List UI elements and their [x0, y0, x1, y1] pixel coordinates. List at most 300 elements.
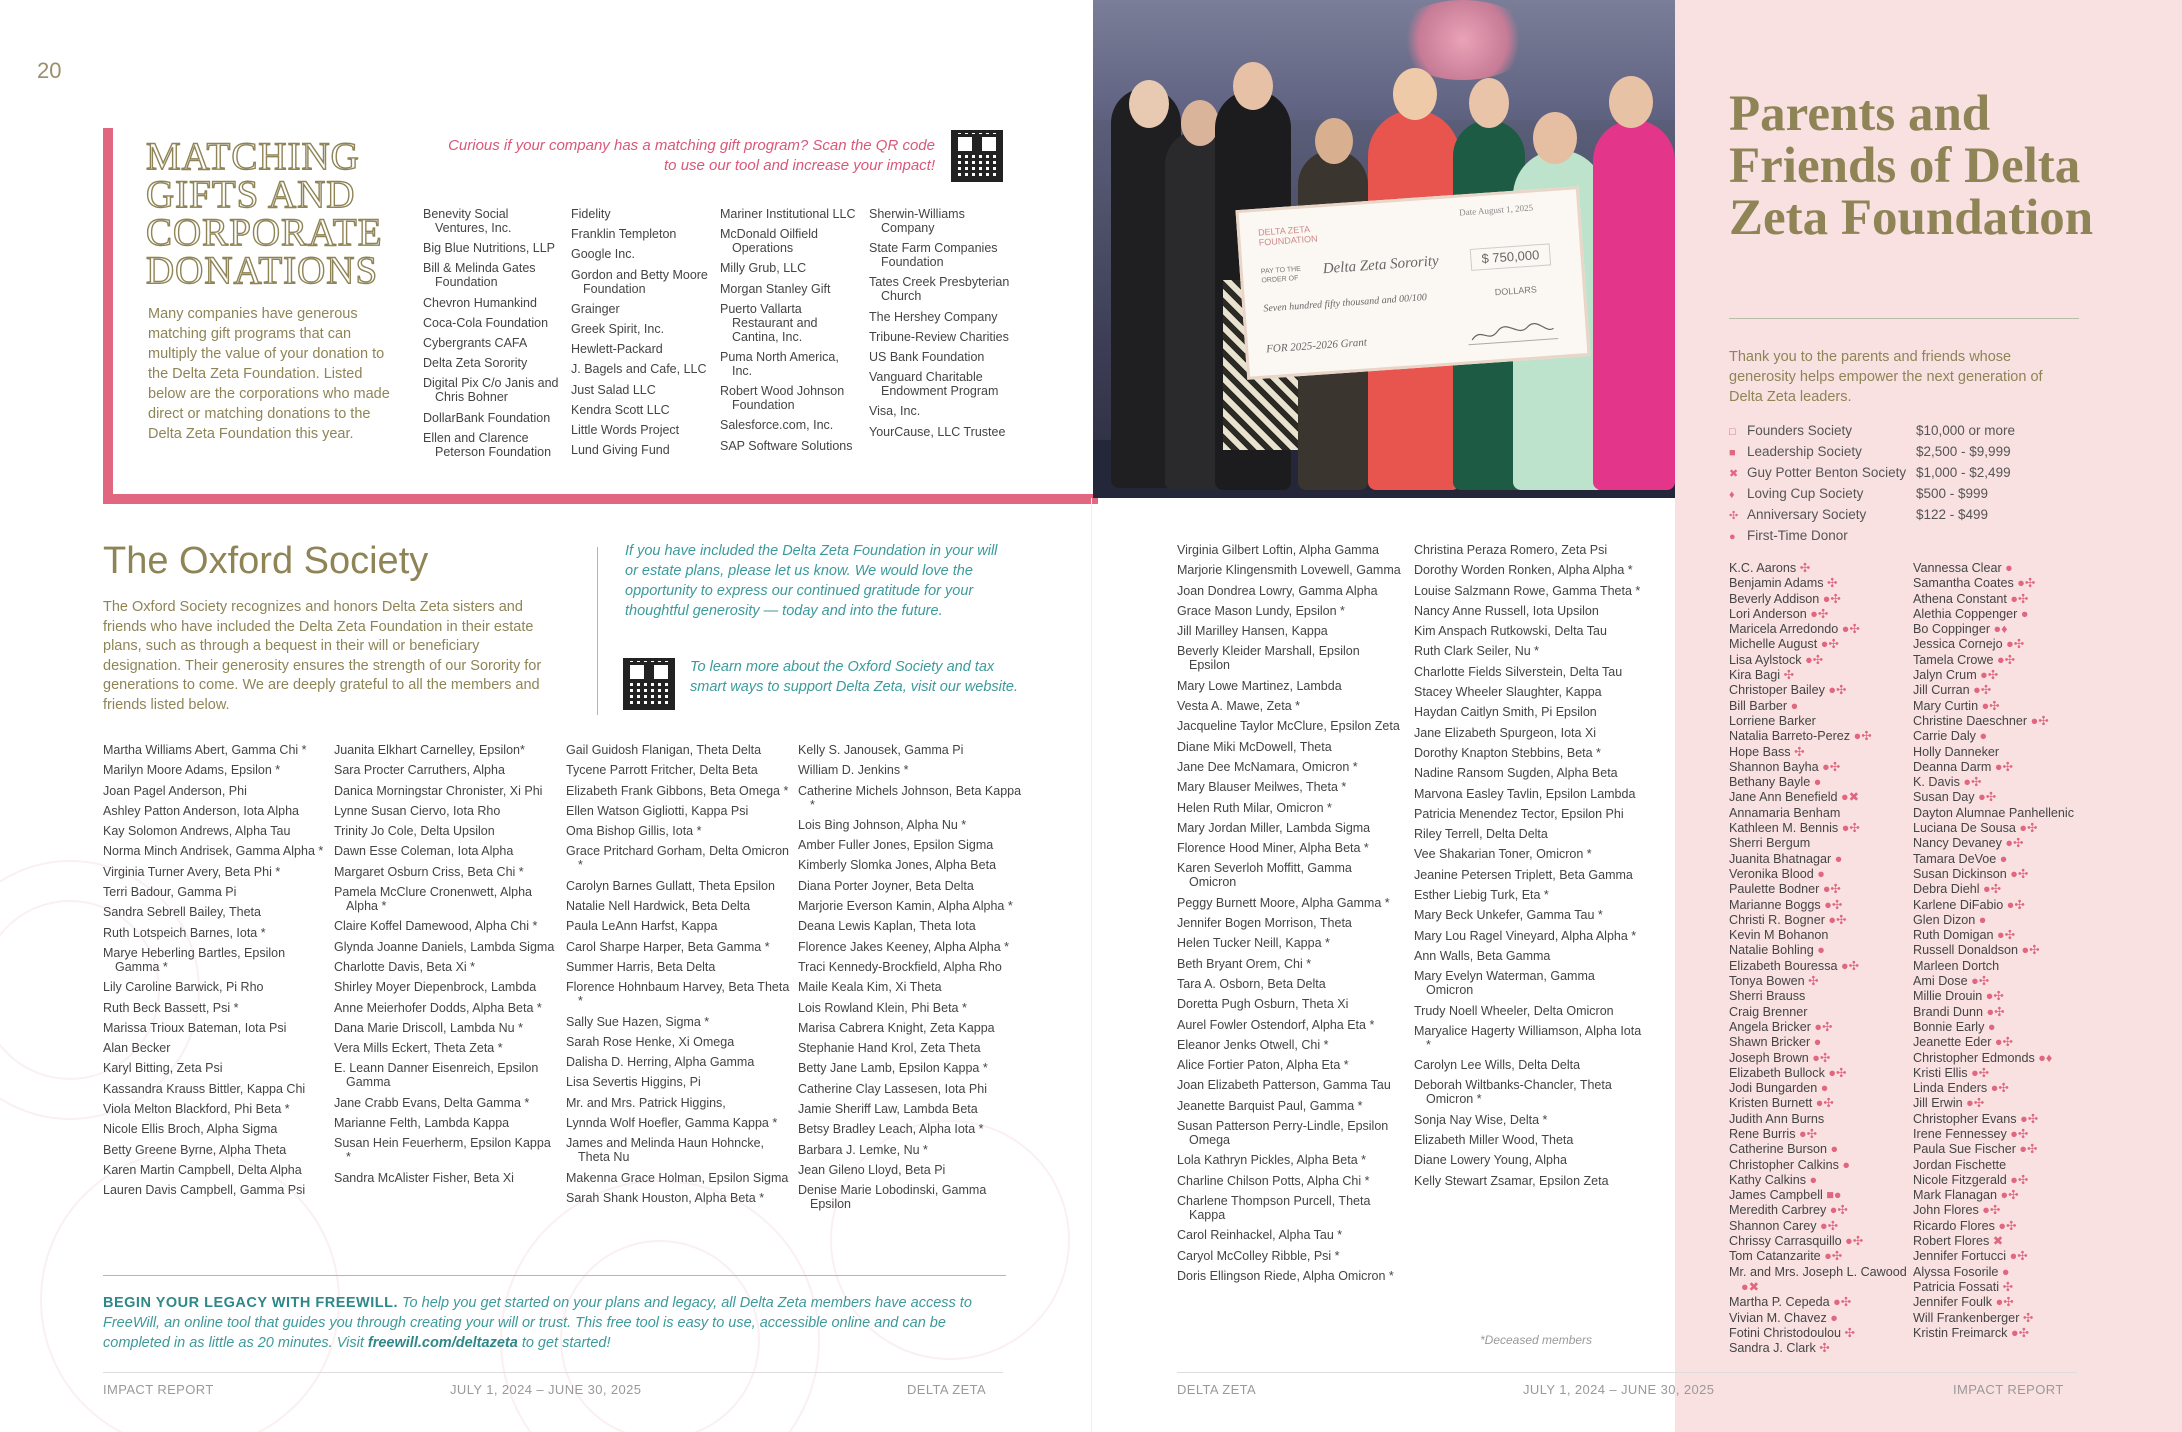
list-item: Paula LeAnn Harfst, Kappa: [566, 919, 718, 934]
giving-level-marks: ●✣: [1838, 821, 1860, 836]
tier-row: ✣ Anniversary Society $122 - $499: [1729, 505, 2059, 526]
list-item: Betsy Bradley Leach, Alpha Iota *: [798, 1122, 984, 1137]
company-name: Just Salad LLC: [571, 382, 656, 397]
list-item: Mr. and Mrs. Joseph L. Cawood ●✖: [1729, 1264, 1907, 1294]
list-item: Diane Lowery Young, Alpha: [1414, 1153, 1567, 1168]
list-item: Doris Ellingson Riede, Alpha Omicron *: [1177, 1268, 1394, 1283]
company-name: Coca-Cola Foundation: [423, 315, 549, 330]
list-item: Natalie Nell Hardwick, Beta Delta: [566, 899, 751, 914]
giving-level-marks: ✣: [1780, 668, 1795, 683]
company-name: Milly Grub, LLC: [720, 261, 807, 276]
list-item: Ricardo Flores ●✣: [1913, 1218, 2017, 1233]
company-name: Tribune-Review Charities: [869, 329, 1009, 344]
giving-level-marks: ●✖: [1837, 790, 1860, 805]
list-item: Jane Crabb Evans, Delta Gamma *: [334, 1095, 530, 1110]
footer-right-brand: DELTA ZETA: [1177, 1382, 1257, 1397]
list-item: Nadine Ransom Sugden, Alpha Beta: [1414, 766, 1618, 781]
person-head: [1181, 100, 1219, 146]
company-name: US Bank Foundation: [869, 349, 985, 364]
list-item: Shawn Bricker ●: [1729, 1035, 1822, 1050]
company-name: Ellen and Clarence Peterson Foundation: [423, 430, 552, 459]
company-name: Vanguard Charitable Endowment Program: [869, 370, 999, 399]
list-item: Elizabeth Frank Gibbons, Beta Omega *: [566, 783, 789, 798]
list-item: Sherri Brauss: [1729, 989, 1806, 1004]
list-item: Joan Elizabeth Patterson, Gamma Tau: [1177, 1078, 1391, 1093]
list-item: Lisa Aylstock ●✣: [1729, 652, 1824, 667]
giving-level-marks: ■●: [1822, 1188, 1842, 1203]
list-item: Sarah Rose Henke, Xi Omega: [566, 1034, 735, 1049]
list-item: Caryol McColley Ribble, Psi *: [1177, 1248, 1340, 1263]
list-item: Vera Mills Eckert, Theta Zeta *: [334, 1041, 503, 1056]
parents-column-2: [1913, 561, 2083, 1341]
check-amount-words: Seven hundred fifty thousand and 00/100: [1263, 292, 1428, 315]
list-item: Marilyn Moore Adams, Epsilon *: [103, 763, 281, 778]
list-item: Jeanette Eder ●✣: [1913, 1035, 2014, 1050]
company-name: Visa, Inc.: [869, 404, 921, 419]
list-item: Chrissy Carrasquillo ●✣: [1729, 1234, 1864, 1249]
list-item: Karyl Bitting, Zeta Psi: [103, 1061, 223, 1076]
oxford-divider: [597, 547, 598, 715]
signature-scribble: [1467, 319, 1558, 345]
company-name: Morgan Stanley Gift: [720, 281, 831, 296]
giving-level-marks: ●✣: [1983, 1004, 2005, 1019]
list-item: Jill Marilley Hansen, Kappa: [1177, 624, 1328, 639]
list-item: Florence Hood Miner, Alpha Beta *: [1177, 841, 1369, 856]
giving-level-marks: ●✣: [1959, 775, 1982, 790]
company-name: Mariner Institutional LLC: [720, 207, 856, 221]
company-name: Hewlett-Packard: [571, 342, 663, 357]
list-item: Pamela McClure Cronenwett, Alpha Alpha *: [334, 885, 533, 914]
list-item: Luciana De Sousa ●✣: [1913, 821, 2038, 836]
list-item: Christopher Calkins ●: [1729, 1157, 1850, 1172]
list-item: Denise Marie Lobodinski, Gamma Epsilon: [798, 1183, 987, 1212]
matching-gifts-title: MATCHING GIFTS AND CORPORATE DONATIONS: [146, 135, 383, 292]
giving-level-marks: ●: [2017, 606, 2029, 621]
giving-level-marks: ✣: [2019, 1310, 2034, 1325]
list-item: Alice Fortier Paton, Alpha Eta *: [1177, 1058, 1349, 1073]
list-item: Elizabeth Bouressa ●✣: [1729, 958, 1860, 973]
list-item: Christoper Bailey ●✣: [1729, 683, 1847, 698]
giving-level-marks: ●✣: [1978, 698, 2000, 713]
giving-level-marks: ✣: [1823, 576, 1838, 591]
list-item: Kathy Calkins ●: [1729, 1172, 1818, 1187]
list-item: Carrie Daly ●: [1913, 729, 1988, 744]
diamond-icon: ♦: [1729, 489, 1735, 501]
list-item: Judith Ann Burns: [1729, 1111, 1825, 1126]
list-item: Kay Solomon Andrews, Alpha Tau: [103, 824, 291, 839]
list-item: Natalia Barreto-Perez ●✣: [1729, 729, 1872, 744]
oxford-column-2: [334, 743, 559, 1191]
list-item: Deanna Darm ●✣: [1913, 759, 2014, 774]
giving-level-marks: ●: [1806, 1172, 1818, 1187]
list-item: Anne Meierhofer Dodds, Alpha Beta *: [334, 1000, 542, 1015]
list-item: Tamara DeVoe ●: [1913, 851, 2008, 866]
list-item: Sonja Nay Wise, Delta *: [1414, 1112, 1548, 1127]
giving-level-marks: ●✣: [1824, 1065, 1847, 1080]
company-name: Grainger: [571, 301, 620, 316]
company-name: Delta Zeta Sorority: [423, 356, 528, 371]
list-item: Brandi Dunn ●✣: [1913, 1004, 2005, 1019]
giving-level-marks: ●✣: [1838, 622, 1860, 637]
list-item: Florence Jakes Keeney, Alpha Alpha *: [798, 939, 1010, 954]
list-item: Riley Terrell, Delta Delta: [1414, 827, 1548, 842]
list-item: Doretta Pugh Osburn, Theta Xi: [1177, 997, 1349, 1012]
matching-column-2: [571, 207, 713, 463]
oxford-qr-code[interactable]: [623, 658, 675, 710]
check-memo: FOR 2025-2026 Grant: [1265, 336, 1368, 356]
check-payee: Delta Zeta Sorority: [1322, 253, 1440, 278]
matching-qr-code[interactable]: [951, 130, 1003, 182]
giving-level-marks: ●: [2001, 561, 2013, 575]
giving-level-marks: ●✣: [1818, 759, 1841, 774]
list-item: Michelle August ●✣: [1729, 637, 1839, 652]
list-item: Nicole Ellis Broch, Alpha Sigma: [103, 1122, 278, 1137]
giving-level-marks: ●✣: [1801, 652, 1824, 667]
list-item: Sara Procter Carruthers, Alpha: [334, 763, 505, 778]
giving-level-marks: ●: [1996, 851, 2008, 866]
list-item: Makenna Grace Holman, Epsilon Sigma: [566, 1170, 789, 1185]
person-head: [1609, 76, 1653, 128]
list-item: Dayton Alumnae Panhellenic: [1913, 805, 2075, 820]
list-item: Marisa Cabrera Knight, Zeta Kappa: [798, 1020, 995, 1035]
list-item: Tonya Bowen ✣: [1729, 974, 1819, 989]
company-name: Puerto Vallarta Restaurant and Cantina, Inc.: [720, 301, 818, 344]
list-item: John Flores ●✣: [1913, 1203, 2001, 1218]
company-name: Chevron Humankind: [423, 295, 537, 310]
list-item: Vannessa Clear ●: [1913, 561, 2013, 575]
footer-left-label: IMPACT REPORT: [103, 1382, 214, 1397]
matching-gifts-cta: Curious if your company has a matching gift program? Scan the QR code to use our tool and increase your impact!: [448, 137, 935, 174]
company-name: Tates Creek Presbyterian Church: [869, 275, 1010, 304]
list-item: K. Davis ●✣: [1913, 775, 1982, 790]
giving-level-marks: ●: [1827, 1142, 1839, 1157]
giving-level-marks: ●✣: [1817, 637, 1839, 652]
list-item: Bethany Bayle ●: [1729, 775, 1822, 790]
matching-gifts-body: Many companies have generous matching gift programs that can multiply the value of your donation to the Delta Zeta Foundation. Listed below are the corporations who made direct or matching donations to the Delta Zeta Foundation this year.: [148, 306, 390, 442]
giving-level-marks: ●✣: [2015, 1142, 2038, 1157]
list-item: Bo Coppinger ●♦: [1913, 622, 2008, 637]
list-item: Carol Reinhackel, Alpha Tau *: [1177, 1228, 1343, 1243]
list-item: Ami Dose ●✣: [1913, 974, 1990, 989]
giving-level-marks: ✖: [1989, 1234, 2004, 1249]
check-pay-label: PAY TO THE ORDER OF: [1260, 265, 1302, 285]
list-item: Karen Martin Campbell, Delta Alpha: [103, 1162, 302, 1177]
list-item: Benjamin Adams ✣: [1729, 576, 1838, 591]
list-item: Christopher Evans ●✣: [1913, 1111, 2039, 1126]
list-item: Vesta A. Mawe, Zeta *: [1177, 699, 1300, 714]
list-item: Craig Brenner: [1729, 1004, 1808, 1019]
list-item: Joseph Brown ●✣: [1729, 1050, 1831, 1065]
giving-level-marks: ●♦: [2034, 1050, 2053, 1065]
company-name: Fidelity: [571, 207, 611, 221]
list-item: Meredith Carbrey ●✣: [1729, 1203, 1848, 1218]
list-item: Deana Lewis Kaplan, Theta Iota: [798, 919, 976, 934]
list-item: Stacey Wheeler Slaughter, Kappa: [1414, 685, 1602, 700]
list-item: Dorothy Knapton Stebbins, Beta *: [1414, 745, 1601, 760]
list-item: Betty Jane Lamb, Epsilon Kappa *: [798, 1061, 988, 1076]
list-item: Lisa Severtis Higgins, Pi: [566, 1075, 701, 1090]
list-item: Sherri Bergum: [1729, 836, 1811, 851]
list-item: Marvona Easley Tavlin, Epsilon Lambda: [1414, 786, 1636, 801]
list-item: Jodi Bungarden ●: [1729, 1081, 1829, 1096]
list-item: Gail Guidosh Flanigan, Theta Delta: [566, 743, 762, 757]
tier-row: ● First-Time Donor: [1729, 526, 2059, 547]
company-name: DollarBank Foundation: [423, 410, 551, 425]
list-item: Carolyn Barnes Gullatt, Theta Epsilon: [566, 878, 775, 893]
square-filled-icon: ■: [1729, 447, 1736, 459]
list-item: Susan Hein Feuerherm, Epsilon Kappa *: [334, 1136, 551, 1165]
list-item: Glen Dizon ●: [1913, 912, 1987, 927]
company-name: The Hershey Company: [869, 309, 998, 324]
list-item: Jeanette Barquist Paul, Gamma *: [1177, 1098, 1363, 1113]
list-item: Maryalice Hagerty Williamson, Alpha Iota *: [1414, 1023, 1642, 1052]
list-item: Sally Sue Hazen, Sigma *: [566, 1014, 710, 1029]
list-item: Oma Bishop Gillis, Iota *: [566, 824, 702, 839]
company-name: Greek Spirit, Inc.: [571, 321, 665, 336]
list-item: Traci Kennedy-Brockfield, Alpha Rho: [798, 959, 1002, 974]
list-item: Nancy Anne Russell, Iota Upsilon: [1414, 603, 1599, 618]
giving-level-marks: ●✣: [1812, 1096, 1834, 1111]
list-item: Florence Hohnbaum Harvey, Beta Theta *: [566, 980, 790, 1009]
list-item: Debra Diehl ●✣: [1913, 882, 2002, 897]
list-item: Amber Fuller Jones, Epsilon Sigma: [798, 838, 994, 853]
list-item: Christine Daeschner ●✣: [1913, 713, 2049, 728]
list-item: Jane Elizabeth Spurgeon, Iota Xi: [1414, 725, 1597, 740]
company-name: Benevity Social Ventures, Inc.: [423, 207, 512, 235]
person-head: [1233, 62, 1273, 110]
company-name: Kendra Scott LLC: [571, 402, 670, 417]
giving-level-marks: ●: [1817, 1081, 1829, 1096]
giving-level-marks: ●✣: [1967, 1065, 1990, 1080]
company-name: Robert Wood Johnson Foundation: [720, 384, 845, 413]
oxford-learn-more: To learn more about the Oxford Society and tax smart ways to support Delta Zeta, visit our website.: [690, 659, 1018, 695]
list-item: Linda Enders ●✣: [1913, 1081, 2009, 1096]
list-item: Marianne Felth, Lambda Kappa: [334, 1116, 510, 1131]
person-head: [1315, 118, 1353, 164]
list-item: Viola Melton Blackford, Phi Beta *: [103, 1102, 290, 1117]
giving-level-marks: ●✣: [2006, 1126, 2029, 1141]
list-item: Alethia Coppenger ●: [1913, 606, 2029, 621]
giving-level-marks: ●✣: [1997, 1188, 2019, 1203]
giving-level-marks: ●: [1838, 1157, 1850, 1172]
list-item: Marianne Boggs ●✣: [1729, 897, 1843, 912]
giving-level-marks: ●✣: [1819, 882, 1841, 897]
company-name: Franklin Templeton: [571, 227, 677, 242]
list-item: Marjorie Everson Kamin, Alpha Alpha *: [798, 899, 1013, 914]
list-item: Kelly Stewart Zsamar, Epsilon Zeta: [1414, 1173, 1609, 1188]
list-item: James Campbell ■●: [1729, 1188, 1842, 1203]
list-item: Charlotte Fields Silverstein, Delta Tau: [1414, 664, 1623, 679]
giving-level-marks: ✣: [1790, 744, 1805, 759]
list-item: Rene Burris ●✣: [1729, 1126, 1818, 1141]
list-item: Kassandra Krauss Bittler, Kappa Chi: [103, 1081, 306, 1096]
giving-level-marks: ✣: [1841, 1325, 1856, 1340]
list-item: Tom Catanzarite ●✣: [1729, 1249, 1843, 1264]
company-name: Little Words Project: [571, 422, 680, 437]
list-item: Sarah Shank Houston, Alpha Beta *: [566, 1190, 765, 1205]
deceased-note: *Deceased members: [1480, 1333, 1593, 1347]
list-item: Jennifer Fortucci ●✣: [1913, 1249, 2028, 1264]
list-item: Norma Minch Andrisek, Gamma Alpha *: [103, 844, 324, 859]
list-item: Louise Salzmann Rowe, Gamma Theta *: [1414, 583, 1641, 598]
list-item: Nancy Devaney ●✣: [1913, 836, 2024, 851]
list-item: Sandra J. Clark ✣: [1729, 1341, 1830, 1356]
list-item: Ellen Watson Gigliotti, Kappa Psi: [566, 803, 749, 818]
giving-level-marks: ●✣: [1974, 790, 1997, 805]
list-item: E. Leann Danner Eisenreich, Epsilon Gamma: [334, 1061, 539, 1090]
giving-level-marks: ●✣: [1991, 759, 2014, 774]
giving-level-marks: ●♦: [1990, 622, 2008, 637]
list-item: Kira Bagi ✣: [1729, 668, 1795, 683]
check-org: DELTA ZETA FOUNDATION: [1257, 224, 1318, 248]
giving-level-marks: ●✣: [2013, 576, 2036, 591]
company-name: Puma North America, Inc.: [720, 349, 839, 378]
oxford-column-4: [798, 743, 1023, 1218]
list-item: Terri Badour, Gamma Pi: [103, 885, 237, 900]
tier-row: ■ Leadership Society $2,500 - $9,999: [1729, 442, 2059, 463]
giving-level-marks: ●: [1998, 1264, 2010, 1279]
list-item: Dana Marie Driscoll, Lambda Nu *: [334, 1020, 523, 1035]
list-item: Mary Blauser Meilwes, Theta *: [1177, 780, 1347, 795]
list-item: Samantha Coates ●✣: [1913, 576, 2036, 591]
list-item: Shirley Moyer Diepenbrock, Lambda: [334, 980, 537, 995]
list-item: Kimberly Slomka Jones, Alpha Beta: [798, 858, 997, 873]
footer-right-label: IMPACT REPORT: [1953, 1382, 2064, 1397]
list-item: Deborah Wiltbanks-Chancler, Theta Omicron *: [1414, 1078, 1612, 1107]
list-item: Jamie Sheriff Law, Lambda Beta: [798, 1102, 978, 1117]
list-item: Jeanine Petersen Triplett, Beta Gamma: [1414, 867, 1633, 882]
giving-level-marks: ●: [1826, 1310, 1838, 1325]
list-item: Susan Patterson Perry-Lindle, Epsilon Omega: [1177, 1119, 1389, 1148]
list-item: Claire Koffel Damewood, Alpha Chi *: [334, 919, 538, 934]
person-head: [1469, 78, 1509, 128]
footer-right-date: JULY 1, 2024 – JUNE 30, 2025: [1523, 1382, 1715, 1397]
giving-level-marks: ●✣: [2001, 836, 2024, 851]
list-item: Ruth Lotspeich Barnes, Iota *: [103, 925, 266, 940]
company-name: Gordon and Betty Moore Foundation: [571, 267, 708, 296]
list-item: Paula Sue Fischer ●✣: [1913, 1142, 2038, 1157]
list-item: Angela Bricker ●✣: [1729, 1019, 1833, 1034]
list-item: William D. Jenkins *: [798, 763, 909, 778]
oxford-column-5: [1177, 543, 1402, 1289]
list-item: Glynda Joanne Daniels, Lambda Sigma: [334, 939, 555, 954]
oxford-column-6: [1414, 543, 1644, 1194]
list-item: Sandra McAlister Fisher, Beta Xi: [334, 1170, 514, 1185]
list-item: Karen Severloh Moffitt, Gamma Omicron: [1177, 861, 1352, 890]
list-item: Martha Williams Abert, Gamma Chi *: [103, 743, 307, 757]
giving-level-marks: ●✣: [1987, 1081, 2009, 1096]
list-item: Jean Gileno Lloyd, Beta Pi: [798, 1162, 946, 1177]
list-item: Trudy Noell Wheeler, Delta Omicron: [1414, 1003, 1614, 1018]
list-item: Vee Shakarian Toner, Omicron *: [1414, 847, 1592, 862]
list-item: Martha P. Cepeda ●✣: [1729, 1295, 1852, 1310]
list-item: Jane Ann Benefield ●✖: [1729, 790, 1860, 805]
list-item: Tycene Parrott Fritcher, Delta Beta: [566, 763, 758, 778]
list-item: Kathleen M. Bennis ●✣: [1729, 821, 1860, 836]
giving-level-marks: ●✣: [2007, 1325, 2030, 1340]
freewill-callout: [103, 1293, 1003, 1353]
list-item: Ann Walls, Beta Gamma: [1414, 948, 1551, 963]
list-item: Jill Erwin ●✣: [1913, 1096, 1985, 1111]
list-item: Lily Caroline Barwick, Pi Rho: [103, 980, 264, 995]
parents-column-1: [1729, 561, 1909, 1356]
freewill-tail: to get started!: [521, 1335, 611, 1351]
list-item: Patricia Fossati ✣: [1913, 1279, 2014, 1294]
giving-level-marks: ●: [1975, 912, 1987, 927]
list-item: Catherine Burson ●: [1729, 1142, 1839, 1157]
footer-rule-right: [1177, 1372, 2077, 1373]
list-item: Lola Kathryn Pickles, Alpha Beta *: [1177, 1153, 1367, 1168]
company-name: State Farm Companies Foundation: [869, 241, 998, 270]
footer-left-date: JULY 1, 2024 – JUNE 30, 2025: [450, 1382, 642, 1397]
giving-level-marks: ●✣: [1824, 683, 1847, 698]
person-magenta-dress: [1593, 120, 1675, 490]
list-item: Marjorie Klingensmith Lovewell, Gamma: [1177, 563, 1401, 578]
list-item: Lauren Davis Campbell, Gamma Psi: [103, 1183, 306, 1198]
oxford-title: The Oxford Society: [103, 540, 429, 582]
list-item: Russell Donaldson ●✣: [1913, 943, 2040, 958]
giving-level-marks: ●✣: [1795, 1126, 1818, 1141]
list-item: Paulette Bodner ●✣: [1729, 882, 1841, 897]
list-item: Virginia Gilbert Loftin, Alpha Gamma: [1177, 543, 1379, 557]
list-item: Jennifer Foulk ●✣: [1913, 1295, 2014, 1310]
giving-level-marks: ●✣: [1826, 1203, 1848, 1218]
giving-level-marks: ●✣: [2016, 1111, 2039, 1126]
giving-level-marks: ●✣: [1850, 729, 1872, 744]
list-item: Charlene Thompson Purcell, Theta Kappa: [1177, 1193, 1371, 1222]
list-item: Jordan Fischette: [1913, 1157, 2007, 1172]
list-item: Christopher Edmonds ●♦: [1913, 1050, 2053, 1065]
giving-level-marks: ●✣: [1810, 1019, 1833, 1034]
list-item: Marissa Trioux Bateman, Iota Psi: [103, 1020, 287, 1035]
list-item: Juanita Bhatnagar ●: [1729, 851, 1843, 866]
list-item: Jalyn Crum ●✣: [1913, 668, 1999, 683]
giving-level-marks: ●✣: [2006, 1249, 2028, 1264]
list-item: Bill Barber ●: [1729, 698, 1799, 713]
list-item: Millie Drouin ●✣: [1913, 989, 2004, 1004]
check-signature: [1467, 319, 1558, 345]
list-item: Lorriene Barker: [1729, 713, 1816, 728]
company-name: J. Bagels and Cafe, LLC: [571, 362, 707, 377]
list-item: Karlene DiFabio ●✣: [1913, 897, 2025, 912]
freewill-lead: BEGIN YOUR LEGACY WITH FREEWILL.: [103, 1295, 398, 1311]
giving-level-marks: ●✣: [2006, 1172, 2029, 1187]
footer-left-brand: DELTA ZETA: [907, 1382, 987, 1397]
list-item: Maile Keala Kim, Xi Theta: [798, 980, 942, 995]
list-item: Robert Flores ✖: [1913, 1234, 2004, 1249]
list-item: Stephanie Hand Krol, Zeta Theta: [798, 1041, 981, 1056]
giving-level-marks: ●: [1787, 698, 1799, 713]
list-item: Patricia Menendez Tector, Epsilon Phi: [1414, 806, 1624, 821]
check-date: Date August 1, 2025: [1458, 202, 1534, 218]
giving-level-marks: ●✣: [2006, 591, 2029, 606]
list-item: Marleen Dortch: [1913, 958, 2000, 973]
photo-backdrop: [1093, 0, 1675, 120]
list-item: Mary Lowe Martinez, Lambda: [1177, 678, 1342, 693]
giving-level-marks: ●✣: [1841, 1234, 1864, 1249]
freewill-text: To help you get started on your plans and legacy, all Delta Zeta members have access to FreeWill, an online tool that guides you through creating your will or trust. This free tool is easy to use, accessible online and can be completed in as little as 20 minutes. Visit: [103, 1295, 972, 1351]
list-item: Lois Rowland Klein, Phi Beta *: [798, 1000, 967, 1015]
list-item: Christina Peraza Romero, Zeta Psi: [1414, 543, 1608, 557]
list-item: Athena Constant ●✣: [1913, 591, 2029, 606]
list-item: Margaret Osburn Criss, Beta Chi *: [334, 864, 524, 879]
list-item: Helen Ruth Milar, Omicron *: [1177, 800, 1332, 815]
list-item: Charline Chilson Potts, Alpha Chi *: [1177, 1173, 1370, 1188]
list-item: Ruth Beck Bassett, Psi *: [103, 1000, 239, 1015]
footer-rule-left: [103, 1372, 1003, 1373]
list-item: Kristen Burnett ●✣: [1729, 1096, 1834, 1111]
freewill-link[interactable]: freewill.com/deltazeta: [367, 1335, 518, 1351]
